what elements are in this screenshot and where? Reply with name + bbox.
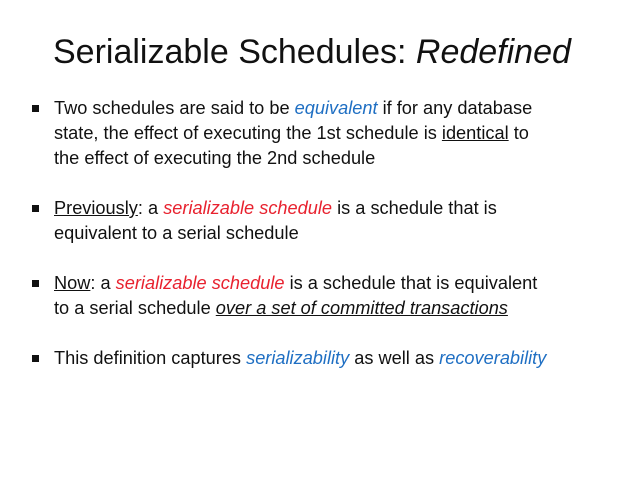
bullet-line: the effect of executing the 2nd schedule [54,148,376,168]
text-run: This definition captures [54,348,247,368]
bullet-equivalent-definition [32,96,632,171]
bullet-line [54,296,632,321]
underlined-committed-transactions: over a set of committed transactions [215,298,508,318]
bullet-square-icon [32,105,39,112]
emphasis-recoverability: recoverability [439,348,547,368]
bullet-square-icon [32,205,39,212]
bullet-line [54,346,632,371]
text-run: to [508,123,529,143]
text-run: : a [137,198,164,218]
bullet-line: equivalent to a serial schedule [54,223,299,243]
bullet-line [54,96,632,121]
bullet-square-icon [32,280,39,287]
text-run: to a serial schedule [54,298,216,318]
text-run: if for any database [377,98,533,118]
emphasis-serializability: serializability [246,348,350,368]
bullet-list [32,96,632,396]
bullet-square-icon [32,355,39,362]
emphasis-serializable-schedule: serializable schedule [163,198,333,218]
bullet-previously [32,196,632,246]
text-run: Two schedules are said to be [54,98,295,118]
text-run: is a schedule that is equivalent [284,273,538,293]
underlined-previously: Previously [54,198,138,218]
bullet-line [54,121,632,146]
bullet-line [54,196,632,221]
text-run: state, the effect of executing the 1st schedule is [54,123,442,143]
slide-title [53,30,571,74]
text-run: is a schedule that is [332,198,497,218]
underlined-now: Now [54,273,91,293]
bullet-line [54,271,632,296]
text-run: as well as [349,348,440,368]
text-run: : a [90,273,116,293]
emphasis-equivalent: equivalent [294,98,378,118]
title-main: Serializable Schedules: [53,33,416,71]
bullet-captures [32,346,632,371]
title-emphasis: Redefined [415,33,571,71]
underlined-identical: identical [441,123,509,143]
emphasis-serializable-schedule: serializable schedule [115,273,285,293]
bullet-now [32,271,632,321]
